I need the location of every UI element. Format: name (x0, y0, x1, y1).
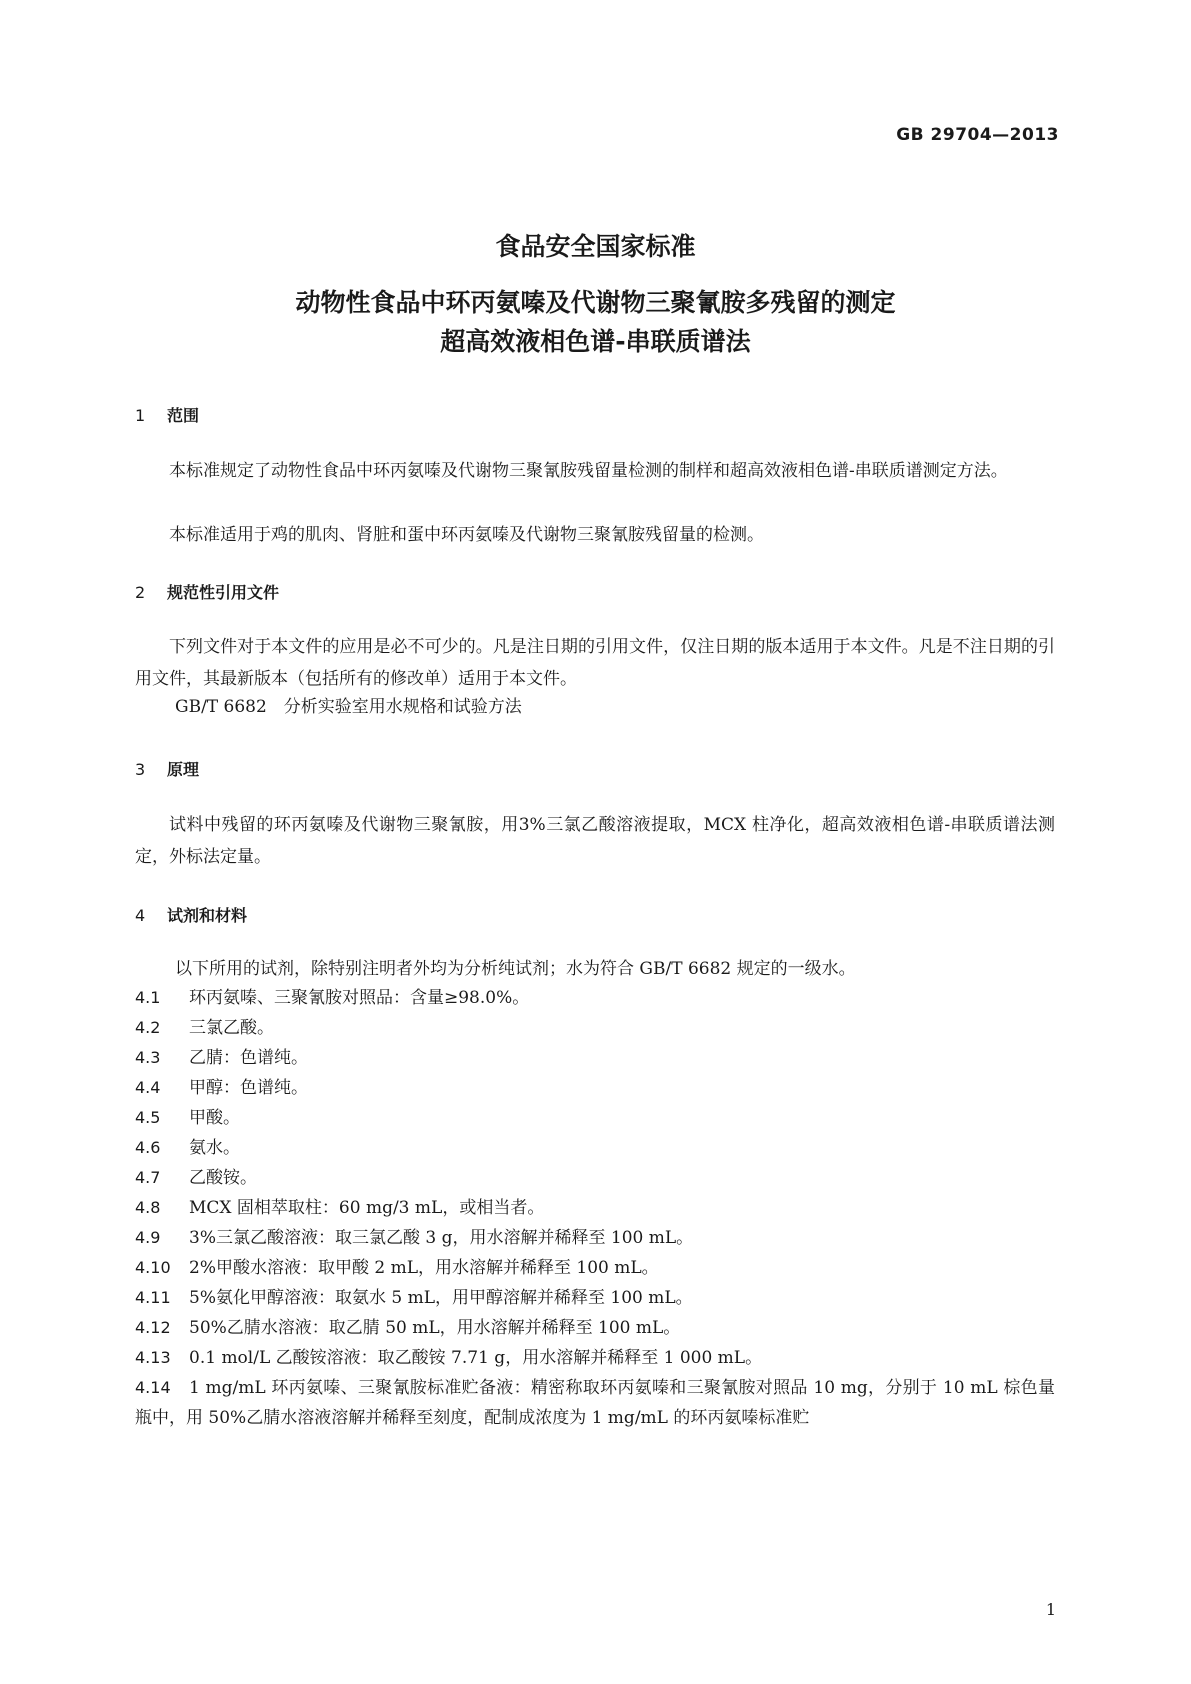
item-text: 乙酸铵。 (189, 1168, 257, 1188)
standard-number: GB 29704—2013 (896, 125, 1059, 145)
item-number: 4.3 (135, 1048, 161, 1067)
title-line-2: 动物性食品中环丙氨嗪及代谢物三聚氰胺多残留的测定 (295, 288, 896, 317)
section-3-paragraph-1: 试料中残留的环丙氨嗪及代谢物三聚氰胺，用3%三氯乙酸溶液提取，MCX 柱净化，超高效液相色谱-串联质谱法测定，外标法定量。 (135, 815, 1055, 867)
title-line-1: 食品安全国家标准 (495, 232, 696, 261)
item-number: 4.5 (135, 1108, 161, 1127)
item-number: 4.4 (135, 1078, 161, 1097)
section-number: 1 (135, 406, 146, 425)
section-4-intro: 以下所用的试剂，除特别注明者外均为分析纯试剂；水为符合 GB/T 6682 规定的一级水。 (175, 959, 856, 979)
item-text: 甲醇：色谱纯。 (189, 1078, 308, 1098)
section-title: 原理 (167, 760, 200, 779)
list-item (135, 1283, 1055, 1313)
section-1-paragraph-1: 本标准规定了动物性食品中环丙氨嗪及代谢物三聚氰胺残留量检测的制样和超高效液相色谱-串联质谱测定方法。 (169, 461, 1008, 481)
item-text: 50%乙腈水溶液：取乙腈 50 mL，用水溶解并稀释至 100 mL。 (189, 1318, 681, 1338)
list-item (135, 1163, 1055, 1193)
item-text: 氨水。 (189, 1138, 240, 1158)
section-1-heading (135, 403, 199, 426)
normative-reference: GB/T 6682 分析实验室用水规格和试验方法 (175, 697, 522, 717)
list-item (135, 1223, 1055, 1253)
item-number: 4.9 (135, 1228, 161, 1247)
section-3-heading (135, 757, 199, 780)
item-number: 4.8 (135, 1198, 161, 1217)
list-item (135, 1313, 1055, 1343)
item-number: 4.7 (135, 1168, 161, 1187)
item-number: 4.13 (135, 1348, 171, 1367)
list-item (135, 1043, 1055, 1073)
section-1-paragraph-2: 本标准适用于鸡的肌肉、肾脏和蛋中环丙氨嗪及代谢物三聚氰胺残留量的检测。 (169, 525, 764, 545)
list-item (135, 983, 1055, 1013)
list-item (135, 1343, 1055, 1373)
list-item (135, 1103, 1055, 1133)
item-number: 4.6 (135, 1138, 161, 1157)
item-text: MCX 固相萃取柱：60 mg/3 mL，或相当者。 (189, 1198, 545, 1218)
item-text: 5%氨化甲醇溶液：取氨水 5 mL，用甲醇溶解并稀释至 100 mL。 (189, 1288, 693, 1308)
item-text: 三氯乙酸。 (189, 1018, 274, 1038)
item-text: 甲酸。 (189, 1108, 240, 1128)
page-number: 1 (1045, 1600, 1056, 1619)
section-2-paragraph-1: 下列文件对于本文件的应用是必不可少的。凡是注日期的引用文件，仅注日期的版本适用于本文件。凡是不注日期的引用文件，其最新版本（包括所有的修改单）适用于本文件。 (135, 637, 1055, 689)
item-number: 4.2 (135, 1018, 161, 1037)
item-text: 环丙氨嗪、三聚氰胺对照品：含量≥98.0%。 (189, 988, 530, 1008)
list-item (135, 1073, 1055, 1103)
list-item (135, 1253, 1055, 1283)
item-text: 乙腈：色谱纯。 (189, 1048, 308, 1068)
list-item (135, 1013, 1055, 1043)
item-number: 4.10 (135, 1258, 171, 1277)
section-number: 3 (135, 760, 146, 779)
section-number: 4 (135, 906, 146, 925)
section-4-heading (135, 903, 247, 926)
item-number: 4.14 (135, 1378, 171, 1397)
section-2-heading (135, 580, 279, 603)
section-title: 范围 (167, 406, 200, 425)
title-line-3: 超高效液相色谱-串联质谱法 (440, 327, 751, 356)
item-number: 4.11 (135, 1288, 171, 1307)
list-item (135, 1133, 1055, 1163)
section-title: 规范性引用文件 (167, 583, 280, 602)
document-title (0, 228, 1191, 361)
item-text: 2%甲酸水溶液：取甲酸 2 mL，用水溶解并稀释至 100 mL。 (189, 1258, 659, 1278)
item-number: 4.1 (135, 988, 161, 1007)
item-text: 1 mg/mL 环丙氨嗪、三聚氰胺标准贮备液：精密称取环丙氨嗪和三聚氰胺对照品 10 mg，分别于 10 mL 棕色量瓶中，用 50%乙腈水溶液溶解并稀释至刻度，配制成浓度为 1 mg/mL 的环丙氨嗪标准贮 (135, 1378, 1055, 1428)
list-item (135, 1193, 1055, 1223)
item-text: 0.1 mol/L 乙酸铵溶液：取乙酸铵 7.71 g，用水溶解并稀释至 1 000 mL。 (189, 1348, 763, 1368)
item-number: 4.12 (135, 1318, 171, 1337)
section-title: 试剂和材料 (167, 906, 248, 925)
list-item (135, 1373, 1055, 1433)
item-text: 3%三氯乙酸溶液：取三氯乙酸 3 g，用水溶解并稀释至 100 mL。 (189, 1228, 694, 1248)
section-number: 2 (135, 583, 146, 602)
